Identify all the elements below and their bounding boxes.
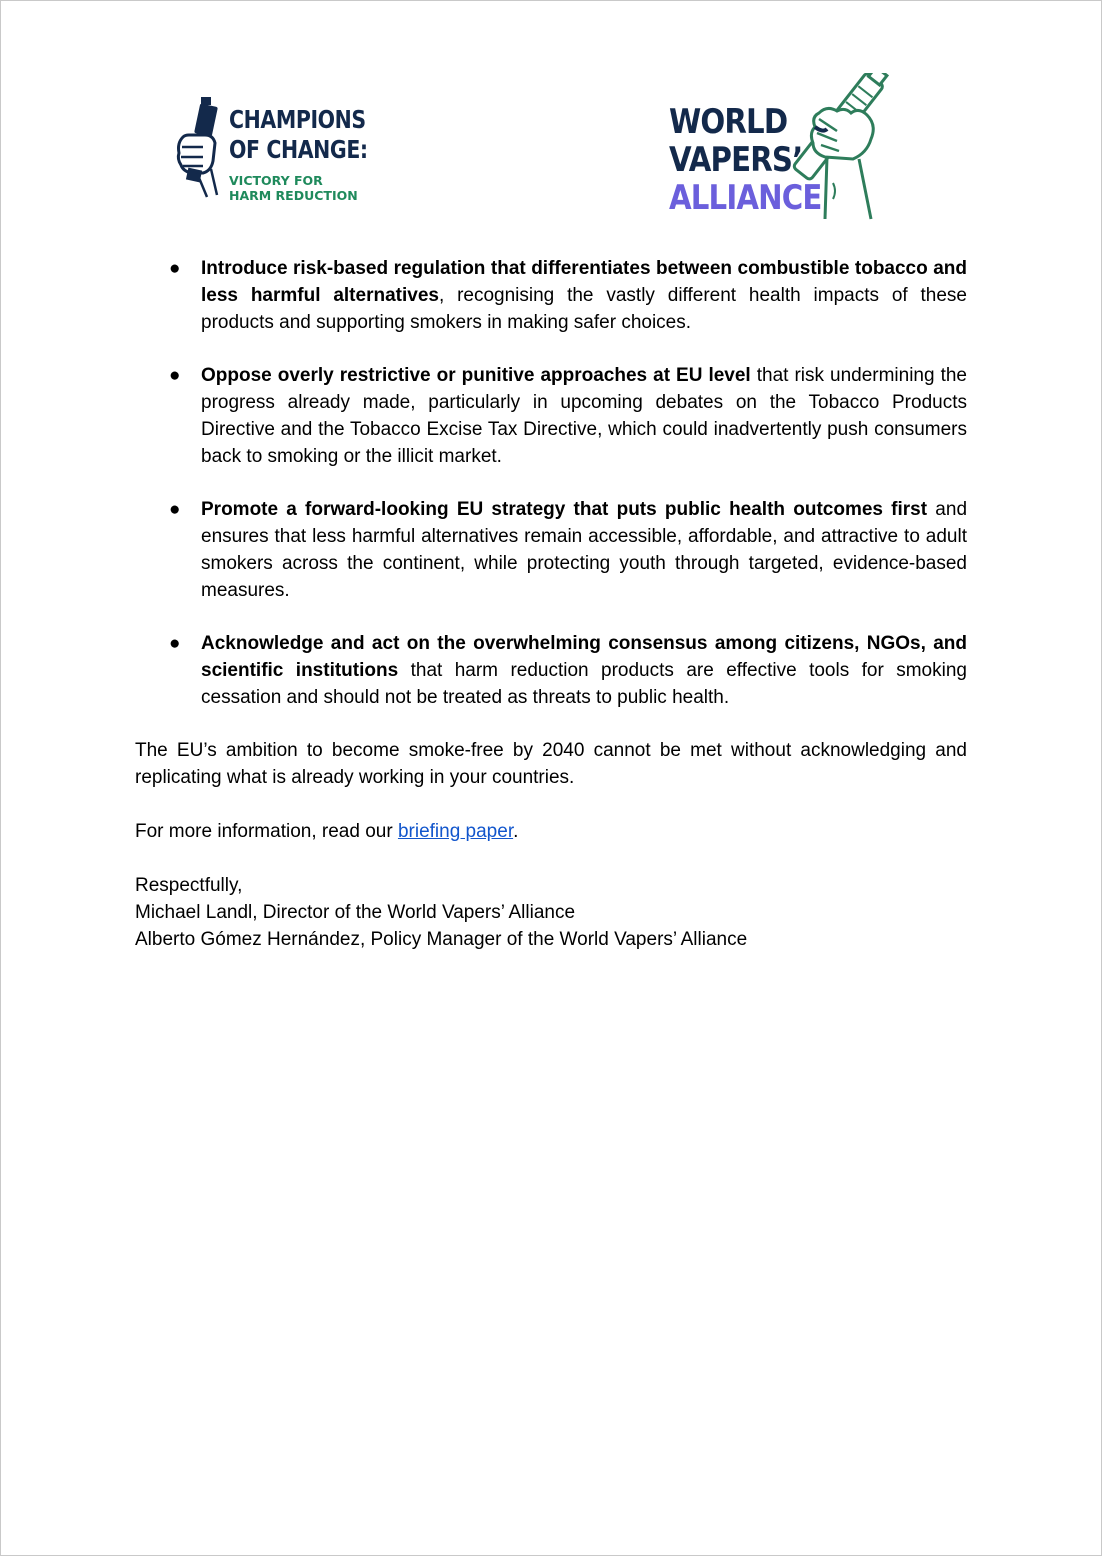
briefing-paper-link[interactable]: briefing paper <box>397 821 514 842</box>
list-item <box>135 496 967 604</box>
champions-title-line1: CHAMPIONS <box>229 105 366 134</box>
bullet-text: that harm reduction products are effective tools for smoking cessation and should not be treated as threats to public health. <box>201 660 967 708</box>
champions-subtitle-line2: HARM REDUCTION <box>229 188 358 203</box>
more-info-suffix: . <box>513 821 519 842</box>
bullet-text: that risk undermining the progress already made, particularly in upcoming debates on the Tobacco Products Directive and the Tobacco Excise Tax Directive, which could inadvertently push consumers back to smoking or the illicit market. <box>201 365 967 467</box>
champions-title-line2: OF CHANGE: <box>229 135 368 164</box>
wva-word-vapers: VAPERS’ <box>669 140 803 180</box>
more-info-prefix: For more information, read our <box>135 821 398 842</box>
recommendations-list <box>135 255 967 711</box>
bullet-text: and ensures that less harmful alternatives remain accessible, affordable, and attractive to adult smokers across the continent, while protecting youth through targeted, evidence-based measures. <box>201 499 968 601</box>
bullet-icon: ● <box>169 258 181 279</box>
bullet-bold-text: Acknowledge and act on the overwhelming consensus among citizens, NGOs, and scientific institutions <box>201 633 967 681</box>
wva-word-world: WORLD <box>669 102 788 142</box>
bullet-icon: ● <box>169 365 181 386</box>
champions-subtitle-line1: VICTORY FOR <box>229 173 323 188</box>
wva-wordmark <box>669 103 821 217</box>
closing-text: Respectfully, <box>135 875 243 896</box>
bullet-icon: ● <box>169 633 181 654</box>
champions-of-change-logo <box>173 97 368 207</box>
champions-subtitle <box>229 173 358 203</box>
letter-body <box>135 255 967 980</box>
world-vapers-alliance-logo <box>667 73 907 223</box>
bullet-text: , recognising the vastly different health impacts of these products and supporting smokers in making safer choices. <box>201 285 967 333</box>
bullet-bold-text: Promote a forward-looking EU strategy that puts public health outcomes first <box>201 499 928 520</box>
signature-block <box>135 872 967 953</box>
bullet-icon: ● <box>169 499 181 520</box>
signer-2: Alberto Gómez Hernández, Policy Manager of the World Vapers’ Alliance <box>135 929 748 950</box>
list-item <box>135 255 967 336</box>
bullet-bold-text: Oppose overly restrictive or punitive approaches at EU level <box>201 365 751 386</box>
bullet-bold-text: Introduce risk-based regulation that differentiates between combustible tobacco and less harmful alternatives <box>201 258 967 306</box>
wva-word-alliance: ALLIANCE <box>669 178 822 218</box>
signer-1: Michael Landl, Director of the World Vapers’ Alliance <box>135 902 576 923</box>
list-item <box>135 630 967 711</box>
champions-title <box>229 105 368 165</box>
ambition-paragraph: The EU’s ambition to become smoke-free by 2040 cannot be met without acknowledging and replicating what is already working in your countries. <box>135 740 967 788</box>
more-info-paragraph <box>135 818 967 845</box>
list-item <box>135 362 967 470</box>
fist-holding-vape-icon <box>173 97 225 201</box>
